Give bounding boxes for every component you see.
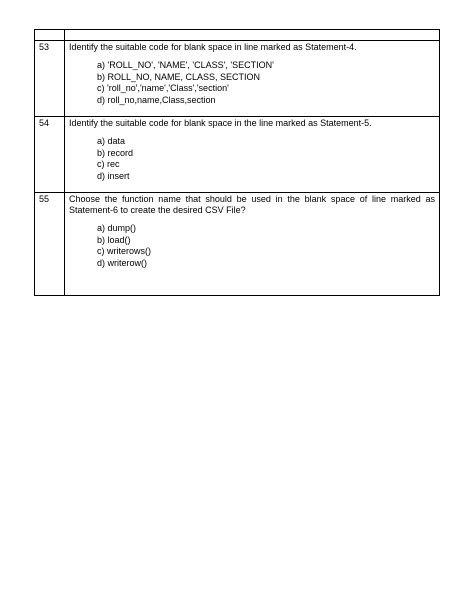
question-row <box>35 41 440 117</box>
option-b: b) record <box>97 147 134 158</box>
question-text: Identify the suitable code for blank space in line marked as Statement-4. <box>69 42 357 53</box>
option-b: b) ROLL_NO, NAME, CLASS, SECTION <box>97 71 261 82</box>
question-cell <box>65 117 440 193</box>
option-d: d) roll_no,name,Class,section <box>97 94 216 105</box>
question-text: Identify the suitable code for blank space in the line marked as Statement-5. <box>69 118 372 129</box>
table-header-row <box>35 30 440 41</box>
option-c: c) writerows() <box>97 246 151 257</box>
question-number: 54 <box>35 117 65 193</box>
option-b: b) load() <box>97 234 131 245</box>
empty-number-cell <box>35 30 65 41</box>
question-cell <box>65 193 440 296</box>
option-list <box>97 60 435 106</box>
question-number: 55 <box>35 193 65 296</box>
question-table <box>34 29 440 296</box>
option-c: c) rec <box>97 159 120 170</box>
option-list <box>97 136 435 182</box>
question-number: 53 <box>35 41 65 117</box>
option-a: a) dump() <box>97 223 137 234</box>
option-list <box>97 223 435 269</box>
question-row <box>35 117 440 193</box>
option-d: d) insert <box>97 170 130 181</box>
option-d: d) writerow() <box>97 257 148 268</box>
question-cell <box>65 41 440 117</box>
question-row <box>35 193 440 296</box>
question-text: Choose the function name that should be used in the blank space of line marked as Statement-6 to create the desired CSV File? <box>69 194 435 216</box>
option-c: c) 'roll_no','name','Class','section' <box>97 83 229 94</box>
empty-question-cell <box>65 30 440 41</box>
option-a: a) 'ROLL_NO', 'NAME', 'CLASS', 'SECTION' <box>97 60 274 71</box>
option-a: a) data <box>97 136 126 147</box>
